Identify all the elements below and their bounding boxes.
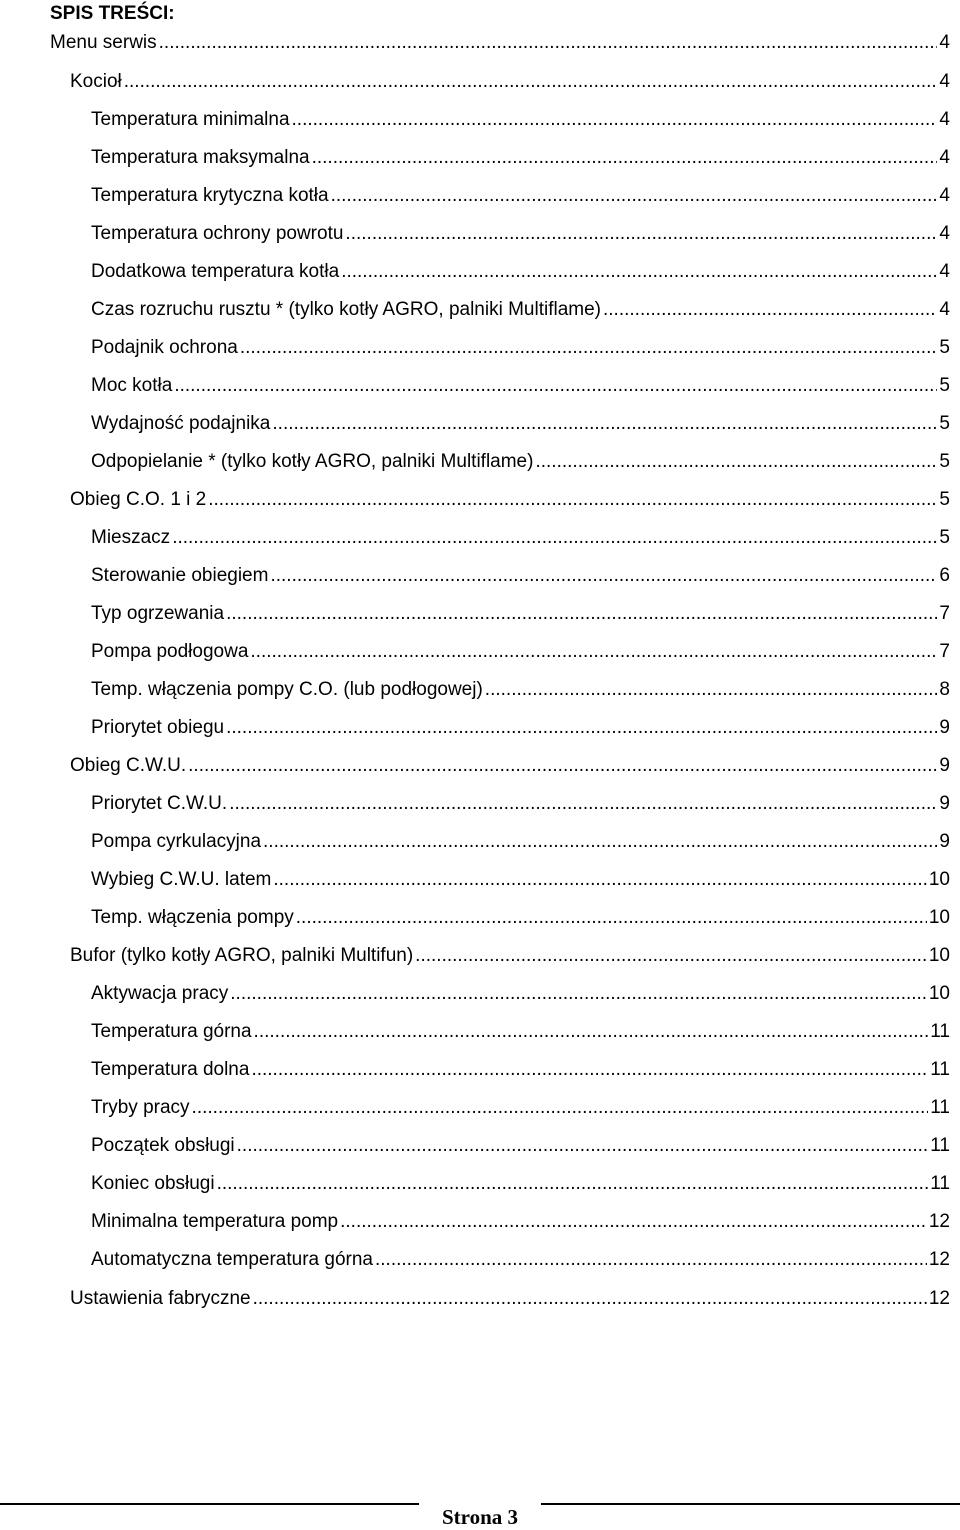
toc-entry-title: Temperatura minimalna bbox=[91, 109, 290, 131]
toc-entry[interactable] bbox=[48, 1280, 950, 1318]
toc-entry-page-number: 4 bbox=[939, 223, 950, 245]
toc-entry-title: Dodatkowa temperatura kotła bbox=[91, 261, 340, 283]
toc-entry[interactable] bbox=[48, 22, 950, 63]
toc-entry-page-number: 7 bbox=[939, 641, 950, 663]
dot-leader bbox=[341, 261, 937, 283]
toc-entry-title: Obieg C.W.U. bbox=[70, 755, 187, 777]
toc-entry[interactable] bbox=[48, 63, 950, 101]
toc-entry-title: Czas rozruchu rusztu * (tylko kotły AGRO, palniki Multiflame) bbox=[91, 299, 601, 321]
dot-leader bbox=[172, 527, 937, 549]
toc-entry-page-number: 12 bbox=[928, 1249, 950, 1271]
toc-entry-page-number: 4 bbox=[939, 261, 950, 283]
toc-entry[interactable] bbox=[48, 1013, 950, 1051]
dot-leader bbox=[603, 299, 937, 321]
dot-leader bbox=[340, 1211, 927, 1233]
dot-leader bbox=[331, 185, 938, 207]
dot-leader bbox=[226, 603, 937, 625]
toc-entry-page-number: 8 bbox=[939, 679, 950, 701]
toc-entry-title: Bufor (tylko kotły AGRO, palniki Multifun) bbox=[70, 945, 414, 967]
dot-leader bbox=[312, 147, 938, 169]
toc-entry-title: Wydajność podajnika bbox=[91, 413, 271, 435]
toc-entry-page-number: 9 bbox=[939, 793, 950, 815]
dot-leader bbox=[237, 1135, 929, 1157]
toc-entry-title: Mieszacz bbox=[91, 527, 171, 549]
toc-entry-title: Temperatura dolna bbox=[91, 1059, 250, 1081]
dot-leader bbox=[292, 109, 938, 131]
dot-leader bbox=[159, 32, 938, 54]
toc-entry-page-number: 11 bbox=[930, 1097, 950, 1119]
toc-entry[interactable] bbox=[48, 291, 950, 329]
toc-entry-title: Ustawienia fabryczne bbox=[70, 1287, 251, 1309]
dot-leader bbox=[254, 1021, 929, 1043]
toc-entry[interactable] bbox=[48, 747, 950, 785]
toc-entry-title: Pompa cyrkulacyjna bbox=[91, 831, 262, 853]
toc-entry-page-number: 10 bbox=[928, 945, 950, 967]
dot-leader bbox=[188, 755, 937, 777]
dot-leader bbox=[272, 413, 937, 435]
toc-entry-page-number: 4 bbox=[939, 147, 950, 169]
toc-entry-title: Aktywacja pracy bbox=[91, 983, 229, 1005]
toc-entry[interactable] bbox=[48, 177, 950, 215]
toc-entry-title: Tryby pracy bbox=[91, 1097, 190, 1119]
toc-entry[interactable] bbox=[48, 101, 950, 139]
toc-entry-title: Temp. włączenia pompy bbox=[91, 907, 294, 929]
toc-entry[interactable] bbox=[48, 1203, 950, 1241]
toc-entry[interactable] bbox=[48, 215, 950, 253]
toc-entry-page-number: 5 bbox=[939, 413, 950, 435]
toc-entry-page-number: 6 bbox=[939, 565, 950, 587]
dot-leader bbox=[375, 1249, 927, 1271]
toc-entry-title: Koniec obsługi bbox=[91, 1173, 215, 1195]
dot-leader bbox=[535, 451, 937, 473]
dot-leader bbox=[273, 869, 926, 891]
toc-entry-page-number: 4 bbox=[939, 109, 950, 131]
toc-entry[interactable] bbox=[48, 329, 950, 367]
toc-entry-title: Temperatura krytyczna kotła bbox=[91, 185, 329, 207]
dot-leader bbox=[415, 945, 927, 967]
dot-leader bbox=[208, 489, 937, 511]
toc-entry-page-number: 5 bbox=[939, 489, 950, 511]
toc-entry-page-number: 4 bbox=[939, 185, 950, 207]
toc-entry[interactable] bbox=[48, 1051, 950, 1089]
dot-leader bbox=[230, 983, 927, 1005]
toc-entry-title: Wybieg C.W.U. latem bbox=[91, 869, 272, 891]
toc-entry-page-number: 5 bbox=[939, 527, 950, 549]
toc-entry[interactable] bbox=[48, 405, 950, 443]
toc-entry-title: Minimalna temperatura pomp bbox=[91, 1211, 339, 1233]
dot-leader bbox=[485, 679, 938, 701]
toc-entry[interactable] bbox=[48, 367, 950, 405]
toc-entry-page-number: 10 bbox=[928, 869, 950, 891]
toc-entry-title: Priorytet obiegu bbox=[91, 717, 225, 739]
dot-leader bbox=[250, 641, 937, 663]
toc-entry[interactable] bbox=[48, 1127, 950, 1165]
toc-entry-page-number: 7 bbox=[939, 603, 950, 625]
toc-entry-page-number: 10 bbox=[928, 983, 950, 1005]
toc-entry[interactable] bbox=[48, 139, 950, 177]
footer-rule-right bbox=[541, 1503, 960, 1505]
dot-leader bbox=[174, 375, 937, 397]
toc-entry-title: Obieg C.O. 1 i 2 bbox=[70, 489, 207, 511]
page-number-footer: Strona 3 bbox=[441, 1505, 519, 1529]
toc-entry[interactable] bbox=[48, 937, 950, 975]
dot-leader bbox=[270, 565, 937, 587]
dot-leader bbox=[192, 1097, 929, 1119]
toc-entry-title: Menu serwis bbox=[50, 31, 157, 53]
toc-entry-title: Temperatura górna bbox=[91, 1021, 252, 1043]
toc-entry[interactable] bbox=[48, 899, 950, 937]
dot-leader bbox=[226, 717, 937, 739]
dot-leader bbox=[296, 907, 927, 929]
toc-entry-title: Temperatura ochrony powrotu bbox=[91, 223, 344, 245]
dot-leader bbox=[263, 831, 937, 853]
toc-entry-page-number: 10 bbox=[928, 907, 950, 929]
dot-leader bbox=[251, 1059, 928, 1081]
toc-entry-page-number: 4 bbox=[939, 299, 950, 321]
toc-entry[interactable] bbox=[48, 633, 950, 671]
toc-entry[interactable] bbox=[48, 861, 950, 899]
toc-entry-page-number: 4 bbox=[939, 71, 950, 92]
toc-entry-page-number: 11 bbox=[930, 1021, 950, 1043]
toc-entry-title: Kocioł bbox=[70, 71, 122, 92]
dot-leader bbox=[253, 1288, 927, 1310]
toc-entry-page-number: 9 bbox=[939, 831, 950, 853]
toc-entry-title: Typ ogrzewania bbox=[91, 603, 225, 625]
toc-entry[interactable] bbox=[48, 1165, 950, 1203]
toc-entry-page-number: 9 bbox=[939, 717, 950, 739]
toc-entry[interactable] bbox=[48, 1241, 950, 1279]
toc-entry-page-number: 11 bbox=[930, 1059, 950, 1081]
toc-entry[interactable] bbox=[48, 823, 950, 861]
toc-entry-title: Priorytet C.W.U. bbox=[91, 793, 228, 815]
toc-entry[interactable] bbox=[48, 443, 950, 481]
dot-leader bbox=[217, 1173, 929, 1195]
toc-entry[interactable] bbox=[48, 595, 950, 633]
toc-entry-page-number: 11 bbox=[930, 1173, 950, 1195]
dot-leader bbox=[229, 793, 937, 815]
toc-entry[interactable] bbox=[48, 481, 950, 519]
toc-entry-title: Początek obsługi bbox=[91, 1135, 235, 1157]
dot-leader bbox=[345, 223, 937, 245]
toc-heading: SPIS TREŚCI: bbox=[50, 3, 175, 24]
toc-entry-title: Automatyczna temperatura górna bbox=[91, 1249, 373, 1271]
toc-entry-title: Pompa podłogowa bbox=[91, 641, 249, 663]
toc-entry[interactable] bbox=[48, 557, 950, 595]
toc-entry-page-number: 4 bbox=[939, 31, 950, 53]
toc-entry[interactable] bbox=[48, 785, 950, 823]
toc-entry-title: Temp. włączenia pompy C.O. (lub podłogowej) bbox=[91, 679, 483, 701]
toc-entry-page-number: 9 bbox=[939, 755, 950, 777]
toc-entry-title: Moc kotła bbox=[91, 375, 173, 397]
toc-entry-page-number: 11 bbox=[930, 1135, 950, 1157]
toc-entry-page-number: 12 bbox=[928, 1287, 950, 1309]
toc-entry-page-number: 12 bbox=[928, 1211, 950, 1233]
toc-entry-page-number: 5 bbox=[939, 337, 950, 359]
toc-entry-title: Podajnik ochrona bbox=[91, 337, 238, 359]
toc-entry[interactable] bbox=[48, 253, 950, 291]
dot-leader bbox=[124, 71, 938, 93]
footer-rule-left bbox=[0, 1503, 419, 1505]
toc-entry[interactable] bbox=[48, 709, 950, 747]
table-of-contents bbox=[48, 22, 950, 1318]
toc-entry-title: Odpopielanie * (tylko kotły AGRO, palniki Multiflame) bbox=[91, 451, 534, 473]
toc-entry[interactable] bbox=[48, 519, 950, 557]
toc-entry-page-number: 5 bbox=[939, 451, 950, 473]
toc-entry[interactable] bbox=[48, 671, 950, 709]
dot-leader bbox=[240, 337, 938, 359]
toc-entry-title: Temperatura maksymalna bbox=[91, 147, 310, 169]
toc-entry-page-number: 5 bbox=[939, 375, 950, 397]
toc-entry[interactable] bbox=[48, 975, 950, 1013]
toc-entry-title: Sterowanie obiegiem bbox=[91, 565, 269, 587]
toc-entry[interactable] bbox=[48, 1089, 950, 1127]
